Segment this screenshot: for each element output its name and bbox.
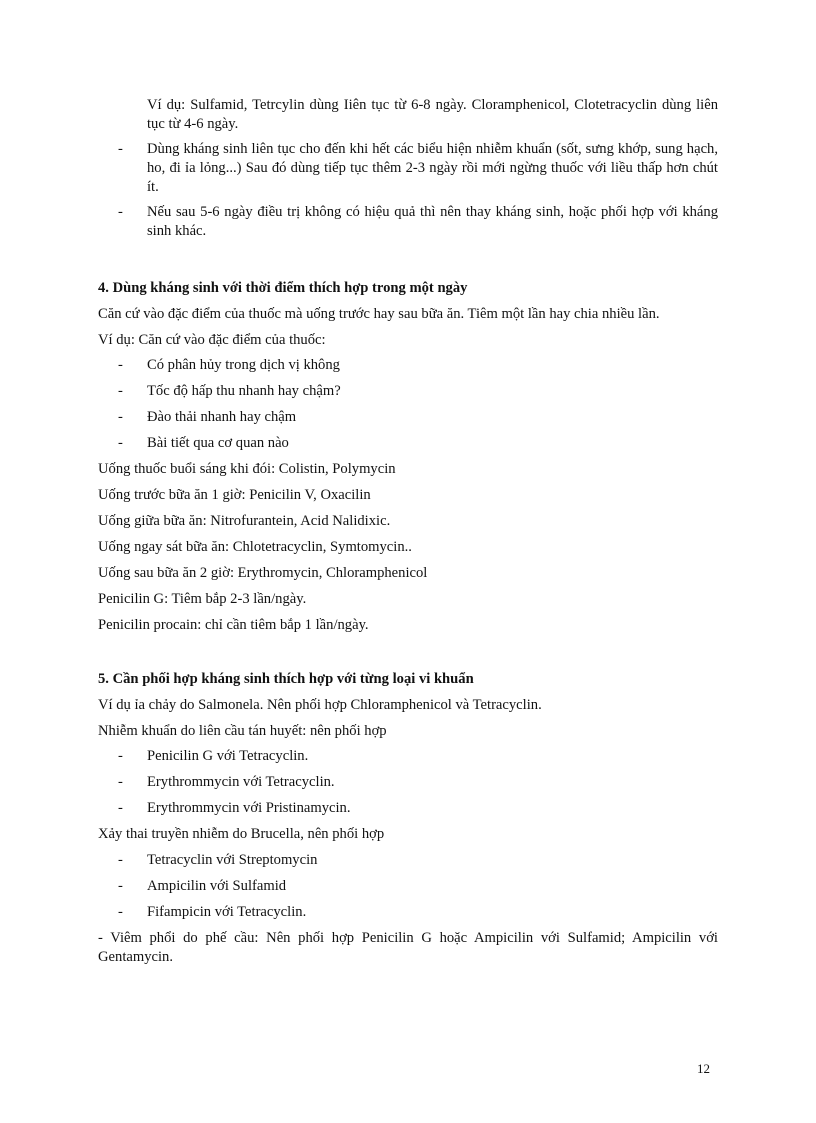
list-item-text: Fifampicin với Tetracyclin. (147, 904, 307, 920)
dosage-line: Penicilin procain: chỉ cần tiêm bắp 1 lần/ngày. (98, 617, 369, 633)
section-5-list-1 (98, 747, 718, 825)
section-5-paragraph: Ví dụ ỉa chảy do Salmonela. Nên phối hợp Chloramphenicol và Tetracyclin. (98, 697, 542, 713)
list-item-text: Tetracyclin với Streptomycin (147, 852, 318, 868)
document-page (98, 96, 718, 967)
dosage-line: Uống thuốc buổi sáng khi đói: Colistin, Polymycin (98, 461, 396, 477)
bullet-dash: - (118, 774, 123, 790)
section-5-list-2 (98, 851, 718, 929)
section-5-paragraph: Nhiễm khuẩn do liên cầu tán huyết: nên phối hợp (98, 723, 387, 739)
bullet-dash: - (118, 800, 123, 816)
list-item-text: Erythrommycin với Tetracyclin. (147, 774, 335, 790)
page-number: 12 (697, 1061, 710, 1076)
section-5-heading: 5. Cần phối hợp kháng sinh thích hợp với từng loại vi khuẩn (98, 671, 474, 687)
list-item (98, 877, 718, 903)
list-item-text: Dùng kháng sinh liên tục cho đến khi hết các biểu hiện nhiễm khuẩn (sốt, sưng khớp, sung hạch, ho, đi ỉa lỏng...) Sau đó dùng tiếp tục thêm 2-3 ngày rồi mới ngừng thuốc với liều thấp hơn chút ít. (147, 141, 718, 195)
list-item (98, 203, 718, 241)
list-item-text: Có phân hủy trong dịch vị không (147, 357, 340, 373)
dosage-line: Uống sau bữa ăn 2 giờ: Erythromycin, Chloramphenicol (98, 565, 428, 581)
bullet-dash: - (118, 141, 123, 157)
bullet-dash: - (118, 852, 123, 868)
bullet-dash: - (118, 383, 123, 399)
list-item (98, 356, 718, 382)
bullet-dash: - (118, 748, 123, 764)
bullet-dash: - (118, 204, 123, 220)
list-item (98, 903, 718, 929)
list-item (98, 140, 718, 197)
bullet-dash: - (118, 878, 123, 894)
list-item (98, 382, 718, 408)
bullet-dash: - (118, 409, 123, 425)
list-item (98, 851, 718, 877)
list-item-text: Penicilin G với Tetracyclin. (147, 748, 309, 764)
list-item-text: Nếu sau 5-6 ngày điều trị không có hiệu quả thì nên thay kháng sinh, hoặc phối hợp với kháng sinh khác. (147, 204, 718, 239)
section-4-paragraph: Căn cứ vào đặc điểm của thuốc mà uống trước hay sau bữa ăn. Tiêm một lần hay chia nhiều lần. (98, 306, 660, 322)
list-item (98, 773, 718, 799)
section-5-paragraph: Xảy thai truyền nhiễm do Brucella, nên phối hợp (98, 826, 385, 842)
section-5-closing-paragraph: - Viêm phổi do phế cầu: Nên phối hợp Penicilin G hoặc Ampicilin với Sulfamid; Ampicilin với Gentamycin. (98, 930, 718, 965)
intro-example: Ví dụ: Sulfamid, Tetrcylin dùng Iiên tục từ 6-8 ngày. Cloramphenicol, Clotetracyclin dùng liên tục từ 4-6 ngày. (147, 97, 718, 132)
dosage-line: Uống trước bữa ăn 1 giờ: Penicilin V, Oxacilin (98, 487, 371, 503)
list-item-text: Bài tiết qua cơ quan nào (147, 435, 289, 451)
list-item (98, 799, 718, 825)
dosage-line: Penicilin G: Tiêm bắp 2-3 lần/ngày. (98, 591, 307, 607)
bullet-dash: - (118, 435, 123, 451)
section-4-heading: 4. Dùng kháng sinh với thời điểm thích hợp trong một ngày (98, 280, 468, 296)
list-item (98, 747, 718, 773)
dosage-line: Uống giữa bữa ăn: Nitrofurantein, Acid Nalidixic. (98, 513, 391, 529)
section-4-example: Ví dụ: Căn cứ vào đặc điểm của thuốc: (98, 332, 326, 348)
bullet-dash: - (118, 904, 123, 920)
list-item-text: Erythrommycin với Pristinamycin. (147, 800, 351, 816)
list-item (98, 408, 718, 434)
bullet-dash: - (118, 357, 123, 373)
dosage-line: Uống ngay sát bữa ăn: Chlotetracyclin, Symtomycin.. (98, 539, 412, 555)
section-4-list (98, 356, 718, 460)
list-item (98, 434, 718, 460)
list-item-text: Ampicilin với Sulfamid (147, 878, 287, 894)
list-item-text: Tốc độ hấp thu nhanh hay chậm? (147, 383, 341, 399)
list-item-text: Đào thải nhanh hay chậm (147, 409, 297, 425)
